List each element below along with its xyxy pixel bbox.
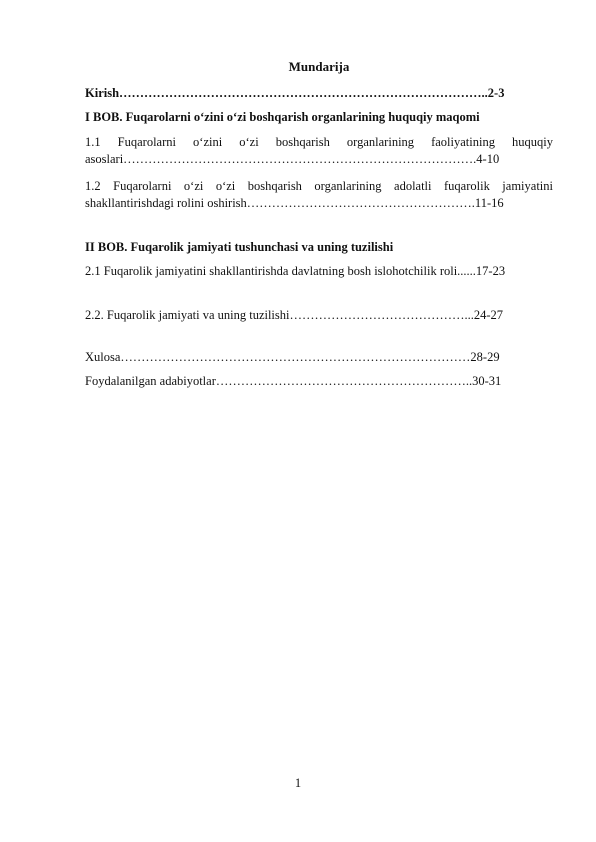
toc-entry-references: Foydalanilgan adabiyotlar……………………………………………………..30-31 bbox=[85, 374, 502, 388]
toc-entry-section-1-1: 1.1 Fuqarolarni o‘zini o‘zi boshqarish organlarining faoliyatining huquqiy asoslari………………………………………………………………………….4-10 bbox=[85, 135, 553, 166]
toc-entry-introduction: Kirish……………………………………………………………………………..2-3 bbox=[85, 86, 505, 100]
toc-title: Mundarija bbox=[288, 59, 350, 74]
toc-entry-section-2-1: 2.1 Fuqarolik jamiyatini shakllantirishda davlatning bosh islohotchilik roli......17-23 bbox=[85, 264, 506, 278]
toc-entry-section-2-2: 2.2. Fuqarolik jamiyati va uning tuzilishi……………………………………...24-27 bbox=[85, 308, 504, 322]
page-number: 1 bbox=[294, 776, 302, 790]
toc-entry-conclusion: Xulosa…………………………………………………………………………28-29 bbox=[85, 350, 500, 364]
toc-entry-section-1-2: 1.2 Fuqarolarni o‘zi o‘zi boshqarish organlarining adolatli fuqarolik jamiyatini shakllantirishdagi rolini oshirish……………………………………………….11-16 bbox=[85, 179, 553, 210]
toc-entry-chapter-2: II BOB. Fuqarolik jamiyati tushunchasi va uning tuzilishi bbox=[85, 240, 394, 254]
toc-entry-chapter-1: I BOB. Fuqarolarni o‘zini o‘zi boshqarish organlarining huquqiy maqomi bbox=[85, 110, 480, 124]
